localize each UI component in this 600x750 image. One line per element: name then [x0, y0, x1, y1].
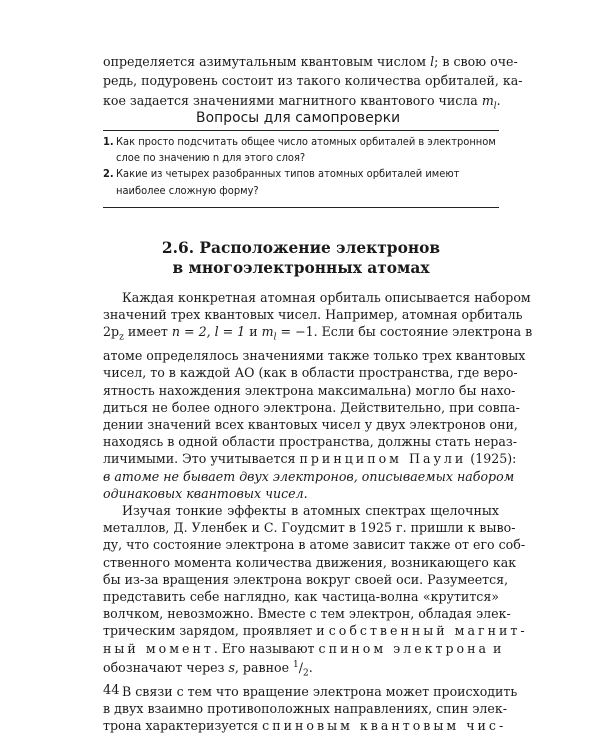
section-title: 2.6. Расположение электронов в многоэлектронных атомах [161, 239, 441, 277]
text-line: трическим зарядом, проявляет и собственный магнит- [103, 623, 528, 639]
text-line: ственного момента количества движения, возникающего как [103, 554, 517, 570]
text-line: В связи с тем что вращение электрона может происходить [122, 683, 518, 699]
text-line: кое задается значениями магнитного квантового числа $m_l$. [103, 92, 501, 112]
question-item [103, 166, 499, 198]
text-line: личимыми. Это учитывается принципом Паули (1925): [103, 451, 517, 467]
text-line: волчком, невозможно. Вместе с тем электрон, обладая элек- [103, 606, 511, 622]
text-line: ятность нахождения электрона максимальна) могло бы нахо- [103, 382, 516, 398]
text-line: представить себе наглядно, как частица-волна «крутится» [103, 588, 499, 604]
text-line: атоме определялось значениями также только трех квантовых [103, 348, 526, 364]
text-line: чисел, то в каждой АО (как в области пространства, где веро- [103, 365, 518, 381]
text-line: одинаковых квантовых чисел. [103, 485, 308, 501]
text-line: ду, что состояние электрона в атоме зависит также от его соб- [103, 537, 526, 553]
text-line: в атоме не бывает двух электронов, описываемых набором [103, 468, 515, 484]
question-number: 1. [103, 135, 114, 148]
text-line: ный момент. Его называют спином электрона и [103, 640, 502, 656]
text-line: Каждая конкретная атомная орбиталь описывается набором [122, 290, 531, 305]
text-line: диться не более одного электрона. Действительно, при совпа- [103, 399, 520, 415]
text-line: в двух взаимно противоположных направлениях, спин элек- [103, 700, 507, 716]
question-text: Какие из четырех разобранных типов атомных орбиталей имеют наиболее сложную форму? [116, 167, 460, 197]
text-line: бы из-за вращения электрона вокруг своей оси. Разумеется, [103, 571, 509, 587]
text-line: $2p_z$ имеет n = 2, l = 1 и $m_l = -1$. Если бы состояние электрона в [103, 324, 533, 343]
text-line: определяется азимутальным квантовым числом l; в свою оче- [103, 54, 518, 69]
page-number: 44 [103, 683, 120, 698]
pauli-principle-term: принципом Паули [299, 451, 467, 467]
text-line: Изучая тонкие эффекты в атомных спектрах щелочных [122, 502, 499, 518]
text-line: редь, подуровень состоит из такого количества орбиталей, ка- [103, 73, 523, 89]
self-check-heading-box [103, 108, 499, 131]
question-number: 2. [103, 167, 114, 181]
section-body [103, 289, 533, 734]
text-line: находясь в одной области пространства, должны стать нераз- [103, 434, 517, 450]
question-text: Как просто подсчитать общее число атомных орбиталей в электронном слое по значению n для этого слоя? [116, 135, 496, 165]
question-item [103, 134, 499, 166]
text-line: трона характеризуется спиновым квантовым чис- [103, 718, 507, 734]
self-check-questions [103, 134, 499, 199]
self-check-heading: Вопросы для самопроверки [196, 110, 401, 126]
text-line: обозначают через s, равное $^1/_2$. [103, 659, 313, 679]
text-line: значений трех квантовых чисел. Например, атомная орбиталь [103, 307, 523, 323]
text-line: дении значений всех квантовых чисел у двух электронов они, [103, 416, 518, 432]
text-line: металлов, Д. Уленбек и С. Гоудсмит в 1925 г. пришли к выво- [103, 520, 516, 536]
section-divider [103, 207, 499, 208]
